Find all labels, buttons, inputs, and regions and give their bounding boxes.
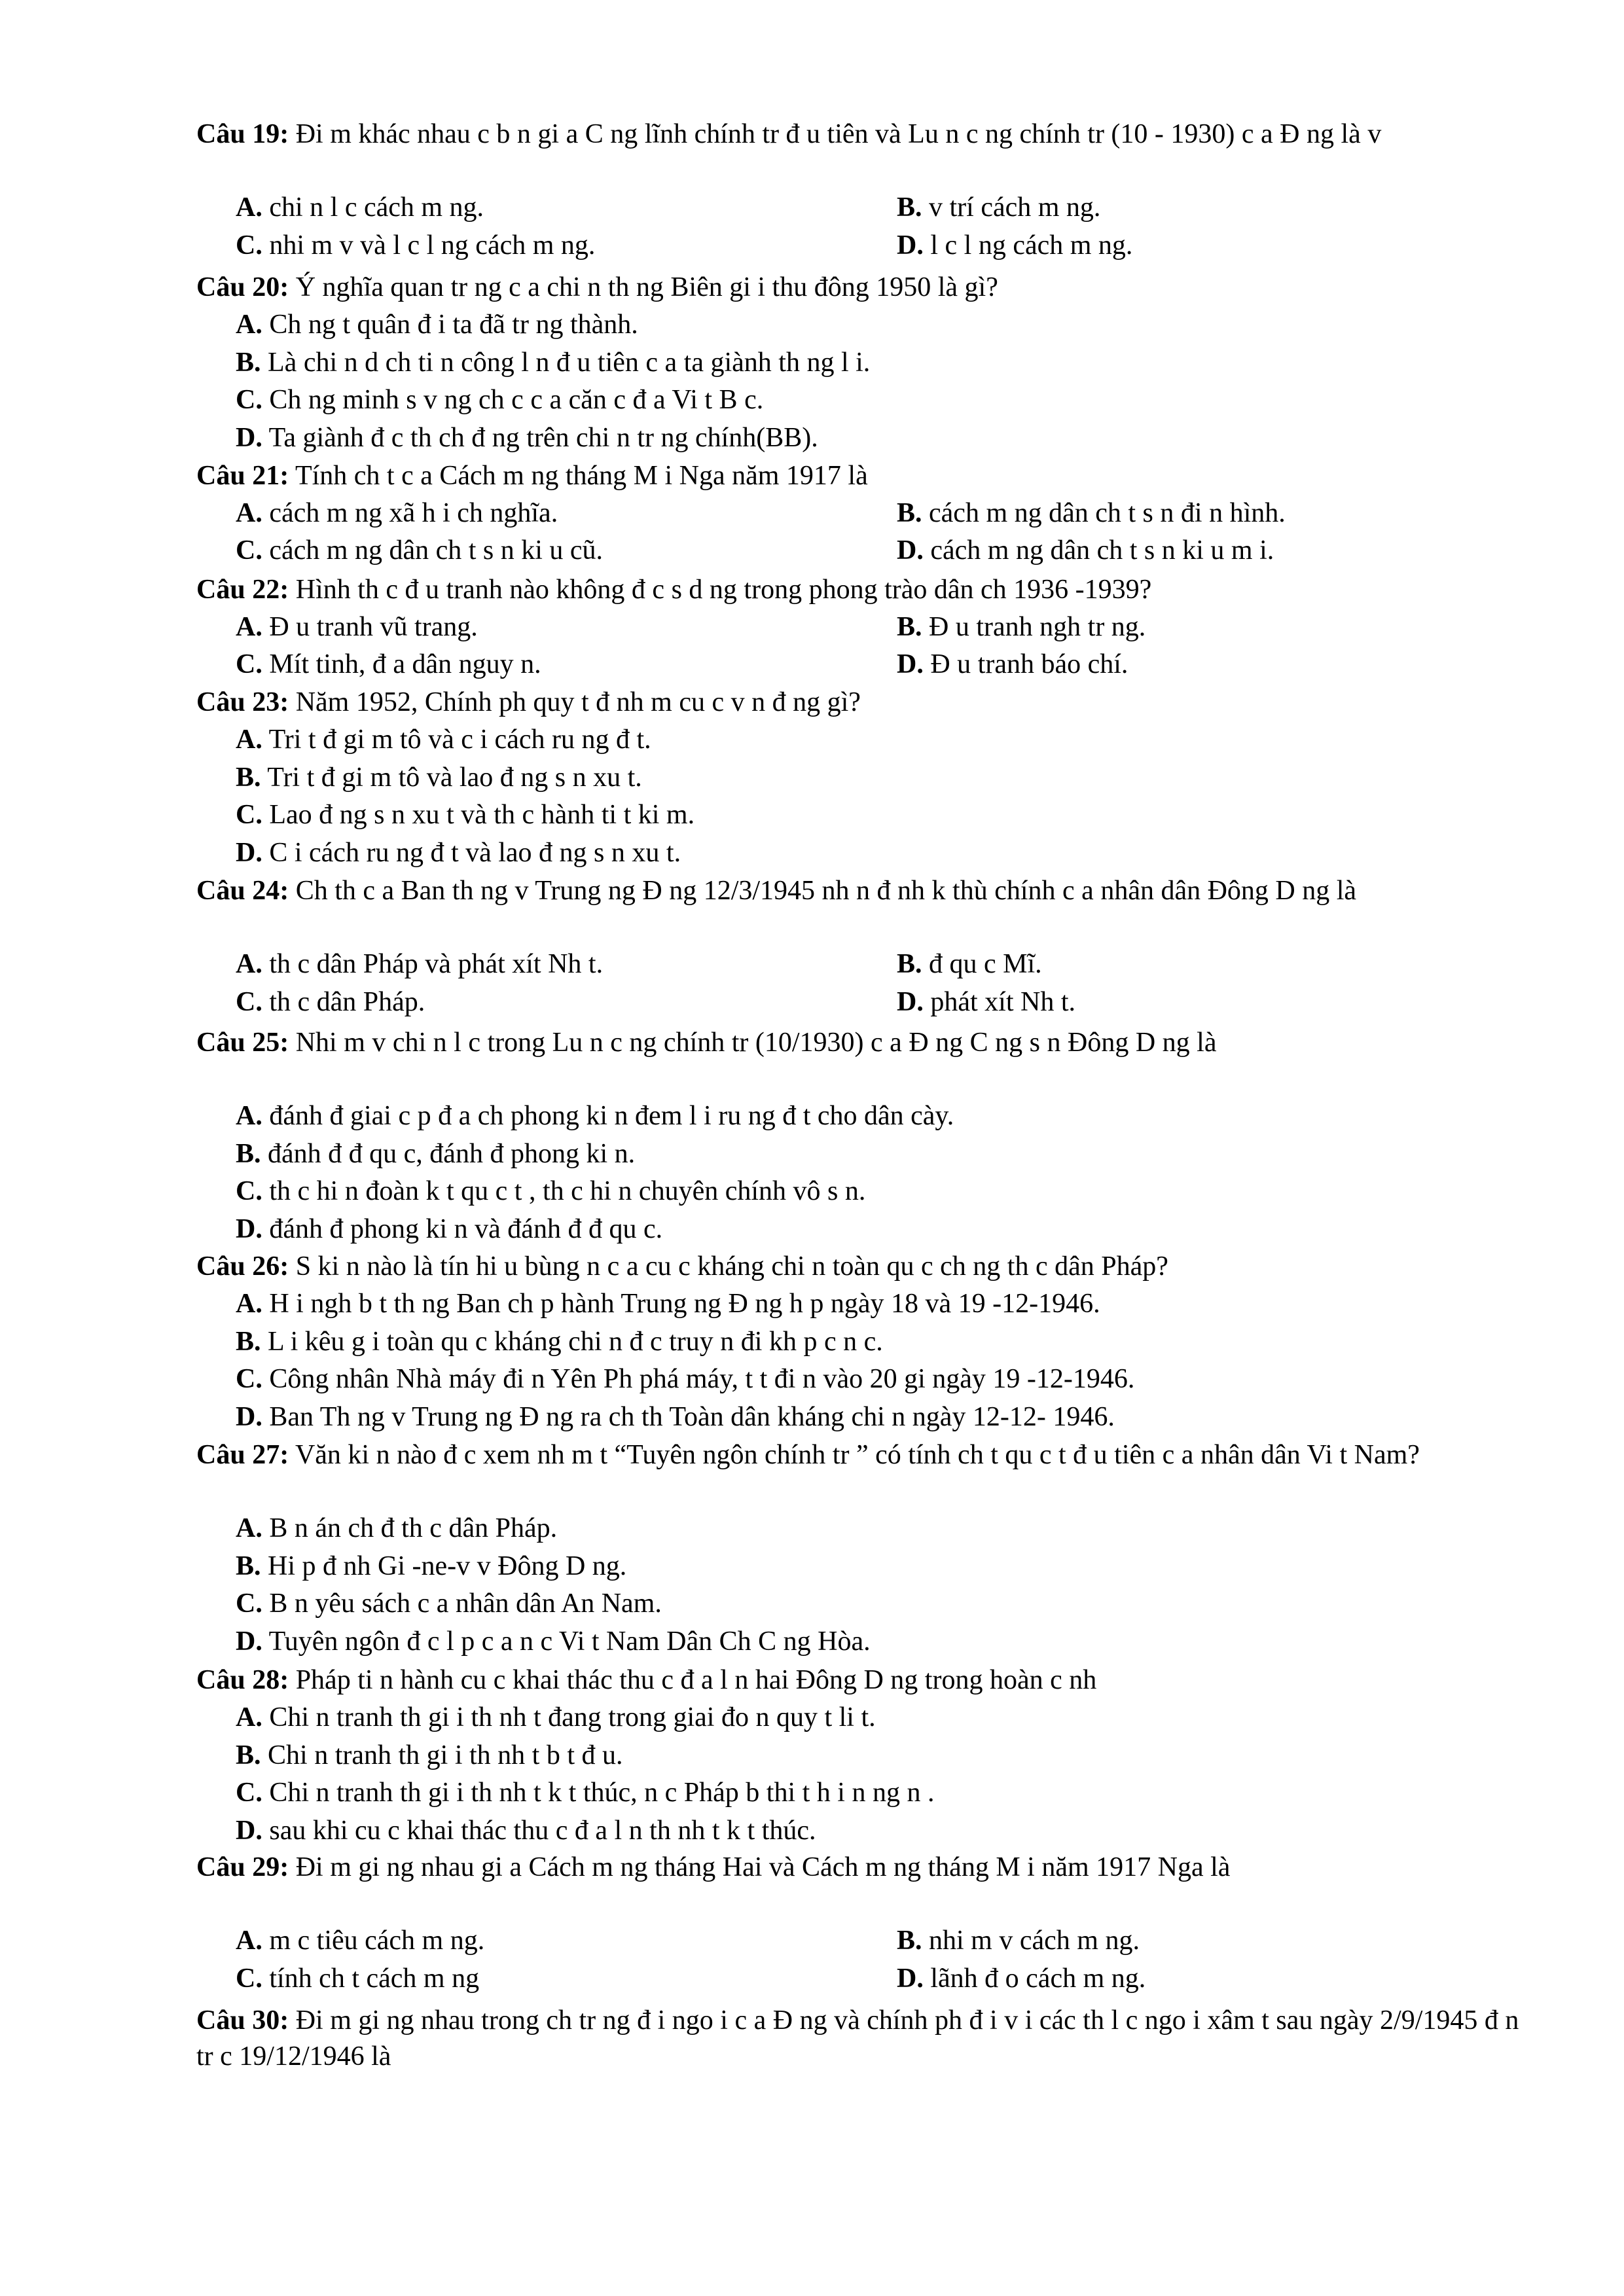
option-b: B. cách m ng dân ch t s n đi n hình. <box>897 498 1286 528</box>
question-number: Câu 27: <box>196 1440 289 1470</box>
option-d: D. C i cách ru ng đ t và lao đ ng s n xu t. <box>236 838 681 868</box>
question-number: Câu 30: <box>196 2005 289 2036</box>
question-stem <box>196 1249 1525 1285</box>
option-d: D. phát xít Nh t. <box>897 987 1075 1017</box>
question-stem <box>196 117 1525 152</box>
option-c: C. Mít tinh, đ a dân nguy n. <box>236 649 541 679</box>
option-b: B. Là chi n d ch ti n công l n đ u tiên c a ta giành th ng l i. <box>236 348 871 378</box>
option-d: D. cách m ng dân ch t s n ki u m i. <box>897 535 1274 565</box>
option-a: A. Chi n tranh th gi i th nh t đang trong giai đo n quy t li t. <box>236 1702 876 1732</box>
option-a: A. th c dân Pháp và phát xít Nh t. <box>236 949 604 979</box>
option-b: B. Chi n tranh th gi i th nh t b t đ u. <box>236 1740 623 1770</box>
option-b: B. đ qu c Mĩ. <box>897 949 1042 979</box>
question-stem <box>196 572 1525 608</box>
question-stem <box>196 2003 1525 2075</box>
question-text: S ki n nào là tín hi u bùng n c a cu c kháng chi n toàn qu c ch ng th c dân Pháp? <box>295 1251 1168 1282</box>
option-c: C. Công nhân Nhà máy đi n Yên Ph phá máy, t t đi n vào 20 gi ngày 19 -12-1946. <box>236 1364 1135 1394</box>
option-d: D. đánh đ phong ki n và đánh đ đ qu c. <box>236 1214 663 1244</box>
question-number: Câu 24: <box>196 876 289 906</box>
question-text: Tính ch t c a Cách m ng tháng M i Nga năm 1917 là <box>295 461 868 491</box>
question-text: Pháp ti n hành cu c khai thác thu c đ a l n hai Đông D ng trong hoàn c nh <box>295 1665 1097 1695</box>
option-a: A. chi n l c cách m ng. <box>236 192 484 223</box>
question-text: Ý nghĩa quan tr ng c a chi n th ng Biên gi i thu đông 1950 là gì? <box>295 272 998 302</box>
option-b: B. Hi p đ nh Gi -ne-v v Đông D ng. <box>236 1551 627 1581</box>
option-b: B. nhi m v cách m ng. <box>897 1926 1140 1956</box>
option-c: C. cách m ng dân ch t s n ki u cũ. <box>236 535 604 565</box>
option-d: D. Tuyên ngôn đ c l p c a n c Vi t Nam Dân Ch C ng Hòa. <box>236 1626 871 1657</box>
question-text: Năm 1952, Chính ph quy t đ nh m cu c v n đ ng gì? <box>295 687 861 717</box>
question-stem <box>196 873 1525 909</box>
option-d: D. Ta giành đ c th ch đ ng trên chi n tr ng chính(BB). <box>236 423 818 453</box>
option-a: A. Tri t đ gi m tô và c i cách ru ng đ t. <box>236 725 651 755</box>
option-c: C. nhi m v và l c l ng cách m ng. <box>236 230 596 260</box>
option-a: A. H i ngh b t th ng Ban ch p hành Trung ng Đ ng h p ngày 18 và 19 -12-1946. <box>236 1289 1100 1319</box>
option-b: B. L i kêu g i toàn qu c kháng chi n đ c truy n đi kh p c n c. <box>236 1327 883 1357</box>
question-stem <box>196 1025 1525 1061</box>
question-text: Hình th c đ u tranh nào không đ c s d ng trong phong trào dân ch 1936 -1939? <box>295 575 1152 605</box>
option-b: B. Đ u tranh ngh tr ng. <box>897 612 1146 642</box>
question-number: Câu 25: <box>196 1028 289 1058</box>
question-text: Đi m gi ng nhau gi a Cách m ng tháng Hai và Cách m ng tháng M i năm 1917 Nga là <box>295 1852 1231 1882</box>
option-a: A. Ch ng t quân đ i ta đã tr ng thành. <box>236 310 638 340</box>
option-a: A. B n án ch đ th c dân Pháp. <box>236 1513 558 1543</box>
option-d: D. Ban Th ng v Trung ng Đ ng ra ch th Toàn dân kháng chi n ngày 12-12- 1946. <box>236 1402 1115 1432</box>
option-c: C. Lao đ ng s n xu t và th c hành ti t ki m. <box>236 800 695 830</box>
question-text: Ch th c a Ban th ng v Trung ng Đ ng 12/3/1945 nh n đ nh k thù chính c a nhân dân Đông D ng là <box>295 876 1357 906</box>
option-d: D. Đ u tranh báo chí. <box>897 649 1128 679</box>
question-stem <box>196 685 1525 721</box>
option-b: B. đánh đ đ qu c, đánh đ phong ki n. <box>236 1139 636 1169</box>
question-stem <box>196 1437 1525 1473</box>
option-c: C. th c dân Pháp. <box>236 987 425 1017</box>
option-a: A. cách m ng xã h i ch nghĩa. <box>236 498 558 528</box>
option-a: A. m c tiêu cách m ng. <box>236 1926 485 1956</box>
option-b: B. v trí cách m ng. <box>897 192 1101 223</box>
question-number: Câu 21: <box>196 461 289 491</box>
question-number: Câu 19: <box>196 119 289 149</box>
option-a: A. Đ u tranh vũ trang. <box>236 612 478 642</box>
option-c: C. th c hi n đoàn k t qu c t , th c hi n chuyên chính vô s n. <box>236 1176 866 1206</box>
question-text: Nhi m v chi n l c trong Lu n c ng chính tr (10/1930) c a Đ ng C ng s n Đông D ng là <box>295 1028 1217 1058</box>
option-d: D. lãnh đ o cách m ng. <box>897 1964 1146 1994</box>
option-d: D. sau khi cu c khai thác thu c đ a l n th nh t k t thúc. <box>236 1816 816 1846</box>
question-number: Câu 26: <box>196 1251 289 1282</box>
option-c: C. B n yêu sách c a nhân dân An Nam. <box>236 1588 662 1619</box>
option-c: C. Chi n tranh th gi i th nh t k t thúc, n c Pháp b thi t h i n ng n . <box>236 1778 935 1808</box>
question-number: Câu 22: <box>196 575 289 605</box>
question-number: Câu 20: <box>196 272 289 302</box>
question-stem <box>196 1662 1525 1698</box>
option-c: C. Ch ng minh s v ng ch c c a căn c đ a Vi t B c. <box>236 385 764 415</box>
question-stem <box>196 458 1525 494</box>
question-number: Câu 29: <box>196 1852 289 1882</box>
option-d: D. l c l ng cách m ng. <box>897 230 1133 260</box>
option-b: B. Tri t đ gi m tô và lao đ ng s n xu t. <box>236 762 642 793</box>
question-number: Câu 23: <box>196 687 289 717</box>
question-number: Câu 28: <box>196 1665 289 1695</box>
option-a: A. đánh đ giai c p đ a ch phong ki n đem l i ru ng đ t cho dân cày. <box>236 1101 954 1131</box>
question-stem <box>196 1850 1525 1886</box>
question-stem <box>196 270 1525 306</box>
question-text: Đi m khác nhau c b n gi a C ng lĩnh chính tr đ u tiên và Lu n c ng chính tr (10 - 1930) c a Đ ng là v <box>295 119 1382 149</box>
option-c: C. tính ch t cách m ng <box>236 1964 480 1994</box>
question-text: Văn ki n nào đ c xem nh m t “Tuyên ngôn chính tr ” có tính ch t qu c t đ u tiên c a nhân dân Vi t Nam? <box>295 1440 1420 1470</box>
question-text: Đi m gi ng nhau trong ch tr ng đ i ngo i c a Đ ng và chính ph đ i v i các th l c ngo i xâm t sau ngày 2/9/1945 đ n tr c 19/12/1946 là <box>196 2005 1519 2072</box>
